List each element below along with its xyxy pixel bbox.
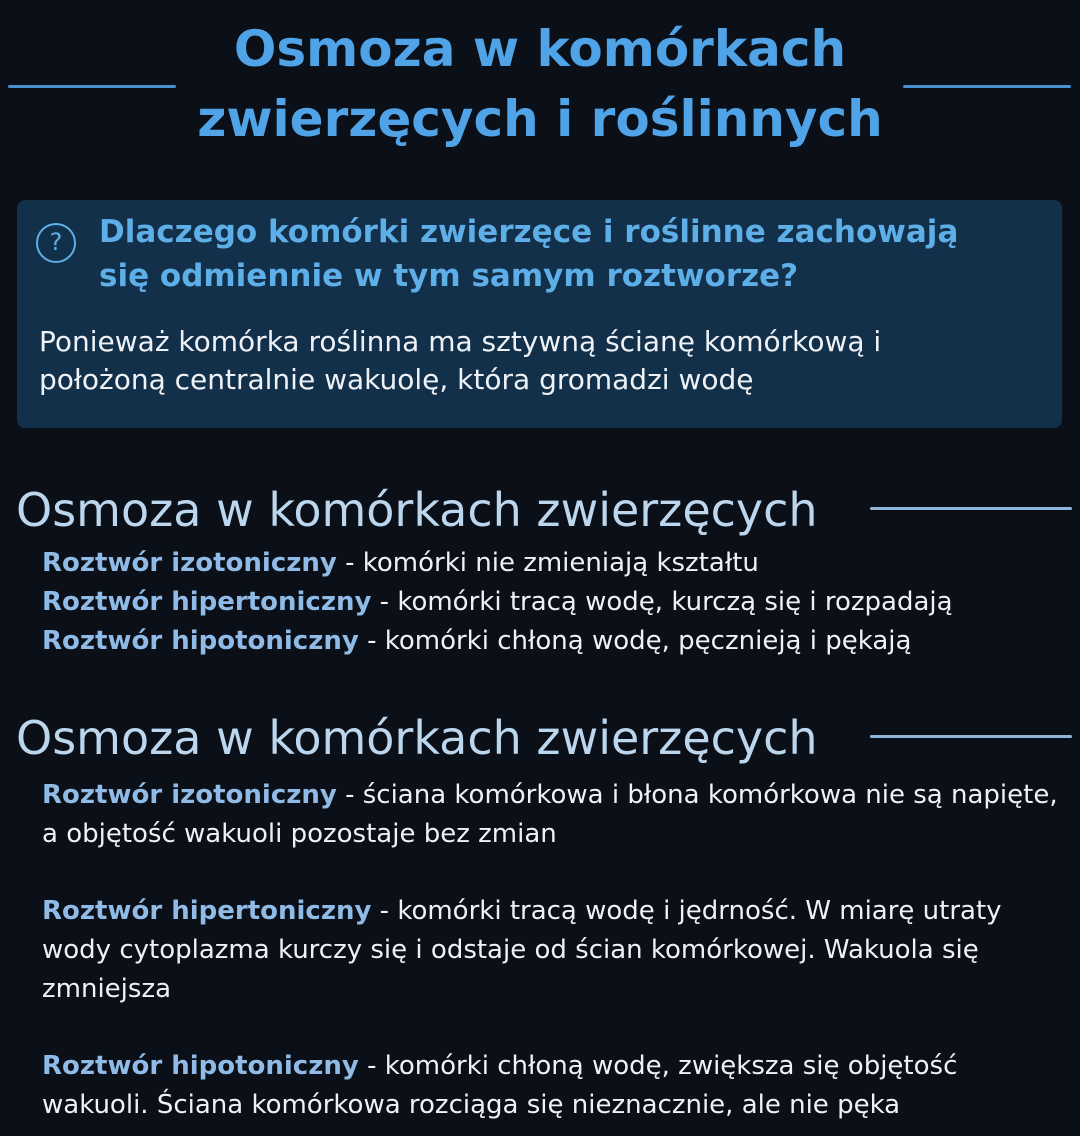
definition-description: - komórki tracą wodę, kurczą się i rozpadają (371, 587, 953, 617)
definition-term: Roztwór hipertoniczny (42, 896, 372, 926)
question-line-2: się odmiennie w tym samym roztworze? (99, 258, 799, 294)
question-text (99, 210, 999, 298)
definition-description: - komórki tracą wodę i jędrność. W miarę utraty wody cytoplazma kurczy się i odstaje od ścian komórkowej. Wakuola się zmniejsza (42, 896, 1002, 1004)
definition-description: - ściana komórkowa i błona komórkowa nie są napięte, a objętość wakuoli pozostaje bez zmian (42, 780, 1058, 849)
definition-term: Roztwór hipertoniczny (42, 587, 372, 617)
definition-description: - komórki nie zmieniają kształtu (336, 548, 759, 578)
question-answer-box (17, 200, 1062, 428)
section-2-heading: Osmoza w komórkach zwierzęcych (16, 711, 818, 765)
page-title-line-1: Osmoza w komórkach (233, 20, 847, 78)
definition-description: - komórki chłoną wodę, pęcznieją i pękają (358, 626, 912, 656)
definition-item (42, 892, 1072, 1009)
definition-term: Roztwór hipotoniczny (42, 626, 359, 656)
title-divider-left (8, 85, 176, 88)
section-1-definitions (42, 544, 1072, 661)
section-1-heading: Osmoza w komórkach zwierzęcych (16, 483, 818, 537)
section-1-divider (870, 507, 1072, 510)
definition-item (42, 622, 1072, 661)
definition-term: Roztwór izotoniczny (42, 780, 337, 810)
definition-term: Roztwór izotoniczny (42, 548, 337, 578)
definition-item (42, 1047, 1072, 1125)
section-2-divider (870, 735, 1072, 738)
title-block (0, 10, 1080, 150)
definition-description: - komórki chłoną wodę, zwiększa się objętość wakuoli. Ściana komórkowa rozciąga się nieznacznie, ale nie pęka (42, 1051, 958, 1120)
definition-item (42, 776, 1072, 854)
section-2-definitions (42, 776, 1072, 1125)
definition-item (42, 583, 1072, 622)
answer-line-2: położoną centralnie wakuolę, która gromadzi wodę (39, 363, 754, 396)
question-circle-icon: ? (36, 223, 76, 263)
title-divider-right (903, 85, 1071, 88)
answer-text (39, 323, 1039, 399)
page-title-line-2: zwierzęcych i roślinnych (197, 90, 883, 148)
question-line-1: Dlaczego komórki zwierzęce i roślinne zachowają (99, 214, 959, 250)
definition-term: Roztwór hipotoniczny (42, 1051, 359, 1081)
answer-line-1: Ponieważ komórka roślinna ma sztywną ścianę komórkową i (39, 325, 882, 358)
definition-item (42, 544, 1072, 583)
page-title (180, 14, 900, 154)
